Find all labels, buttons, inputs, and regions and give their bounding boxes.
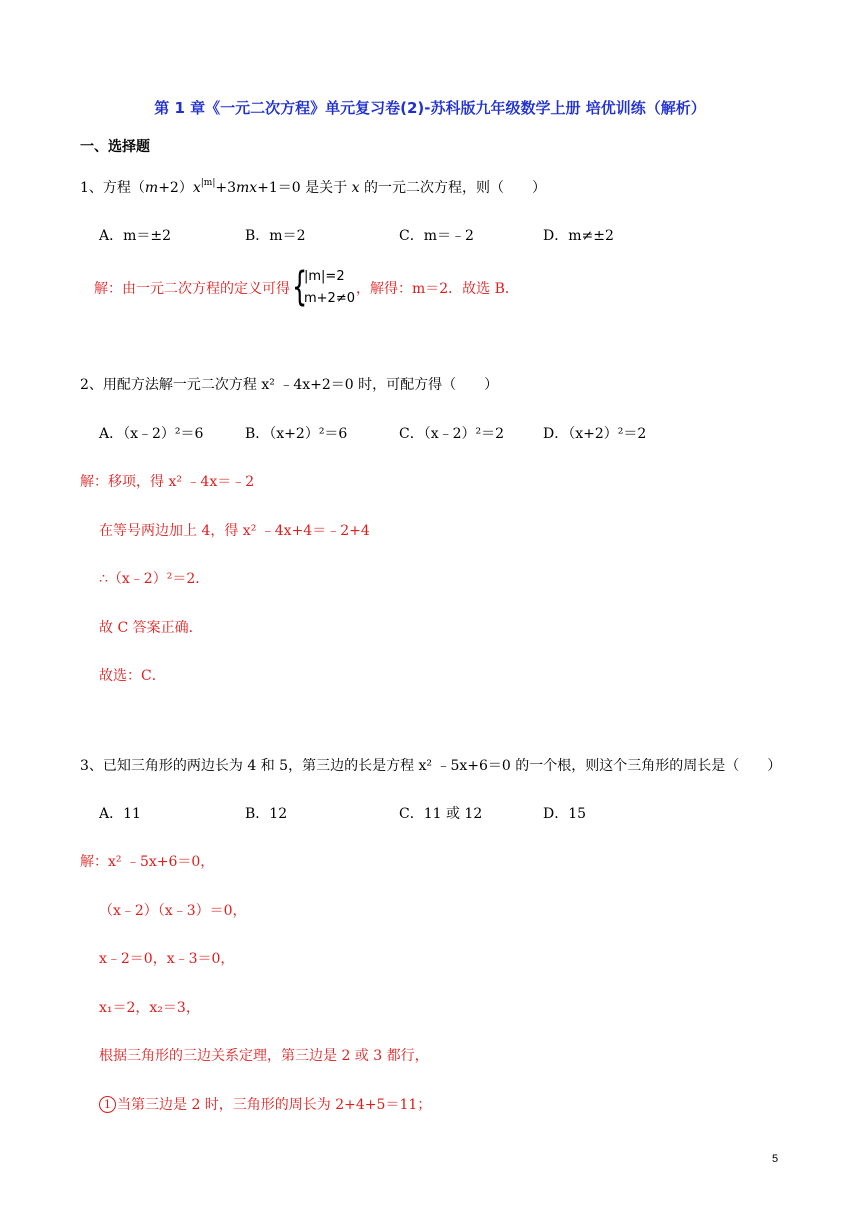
q3-solution-line: （x﹣2）（x﹣3）＝0，	[99, 903, 247, 919]
q3-solution-line: 根据三角形的三边关系定理，第三边是 2 或 3 都行，	[99, 1048, 429, 1064]
q1-solution: 解：由一元二次方程的定义可得 { |m|=2 m+2≠0 ，解得：m＝2．故选 B．	[94, 264, 519, 310]
section-heading: 一、选择题	[80, 139, 150, 155]
q2-solution-line: 故选：C．	[99, 668, 166, 684]
equation-system: { |m|=2 m+2≠0	[292, 264, 355, 310]
question-1-stem: 1、方程$(m+2)x^{|m|}+3mx+1=0$ 是关于 x 的一元二次方程，则（ ）	[80, 178, 546, 196]
q2-solution-line: 故 C 答案正确．	[99, 620, 203, 636]
q3-option-d: D．15	[543, 806, 587, 822]
q3-option-c: C．11 或 12	[399, 806, 483, 822]
q3-option-b: B．12	[245, 806, 288, 822]
q2-solution-line: ∴（x﹣2）²＝2．	[99, 571, 210, 587]
circled-number: 1	[99, 1096, 116, 1113]
question-2-stem: 2、用配方法解一元二次方程 x² ﹣4x+2＝0 时，可配方得（ ）	[80, 377, 499, 393]
q3-solution-line: 1 当第三边是 2 时，三角形的周长为 2+4+5＝11；	[99, 1095, 431, 1115]
system-line-1: |m|=2	[304, 269, 345, 284]
q1-option-b: B．m＝2	[245, 228, 306, 244]
page-number: 5	[772, 1153, 779, 1165]
q1-option-d: D．m≠±2	[543, 228, 614, 244]
q3-solution-line: x₁＝2，x₂＝3，	[99, 1000, 200, 1016]
q2-option-b: B．（x+2）²＝6	[245, 426, 348, 442]
q3-solution-line: x﹣2＝0，x﹣3＝0，	[99, 951, 235, 967]
document-title: 第 1 章《一元二次方程》单元复习卷(2)-苏科版九年级数学上册 培优训练（解析）	[154, 99, 706, 117]
system-line-2: m+2≠0	[304, 291, 355, 306]
q2-option-d: D．（x+2）²＝2	[543, 426, 647, 442]
question-3-stem: 3、已知三角形的两边长为 4 和 5，第三边的长是方程 x² ﹣5x+6＝0 的一个根，则这个三角形的周长是（ ）	[80, 758, 782, 774]
q2-option-c: C．（x﹣2）²＝2	[399, 426, 505, 442]
q1-option-a: A．m＝±2	[99, 228, 172, 244]
q2-solution-line: 解：移项，得 x² ﹣4x＝﹣2	[80, 474, 255, 490]
q2-option-a: A．（x﹣2）²＝6	[99, 426, 204, 442]
q3-option-a: A．11	[99, 806, 141, 822]
q3-solution-line: 解：x² ﹣5x+6＝0，	[80, 854, 215, 870]
q2-solution-line: 在等号两边加上 4，得 x² ﹣4x+4＝﹣2+4	[99, 523, 370, 539]
q1-option-c: C．m＝﹣2	[399, 228, 474, 244]
